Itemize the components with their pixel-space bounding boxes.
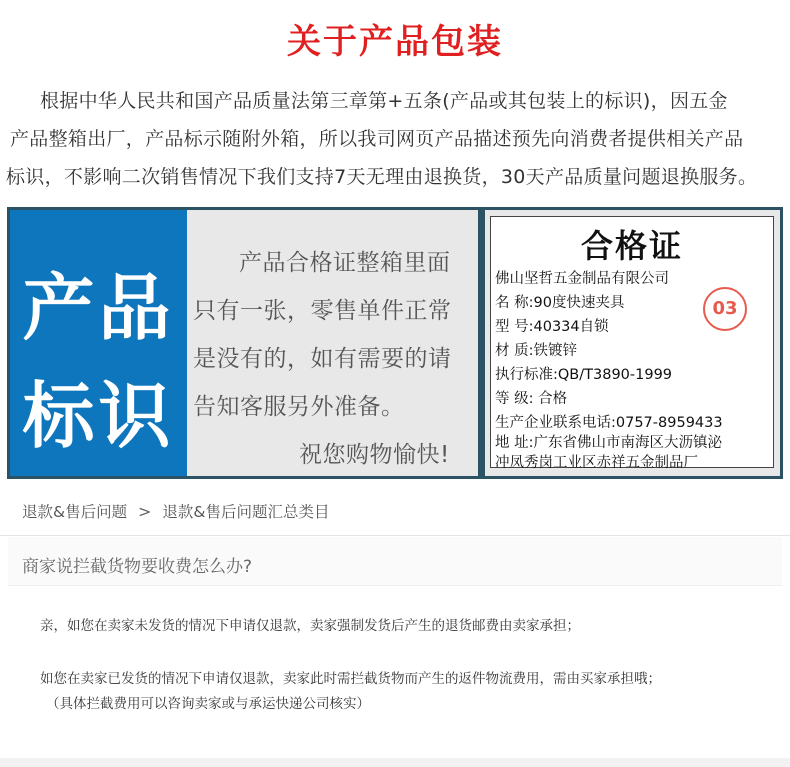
- intro-line-3: 标识，不影响二次销售情况下我们支持7天无理由退换货，30天产品质量问题退换服务。: [6, 166, 758, 188]
- notice-line: 产品合格证整箱里面: [239, 250, 451, 276]
- certificate-model: 型 号:40334自锁: [495, 319, 609, 335]
- intro-line-1: 根据中华人民共和国产品质量法第三章第+五条(产品或其包装上的标识)，因五金: [40, 90, 728, 112]
- notice-line: 是没有的，如有需要的请: [193, 346, 452, 372]
- certificate-grade: 等 级: 合格: [495, 391, 568, 407]
- notice-line: 祝您购物愉快!: [299, 442, 450, 468]
- certificate-address-1: 地 址:广东省佛山市南海区大沥镇泌: [495, 435, 722, 451]
- notice-line: 告知客服另外准备。: [193, 394, 405, 420]
- certificate-address-2: 冲凤秀岗工业区赤祥五金制品厂: [495, 455, 698, 471]
- certificate-company: 佛山坚哲五金制品有限公司: [495, 271, 669, 287]
- heading-line-2: 标识: [22, 374, 175, 458]
- certificate-standard: 执行标准:QB/T3890-1999: [495, 367, 673, 383]
- notice-block: [187, 210, 478, 476]
- divider: [8, 585, 782, 586]
- certificate-name: 名 称:90度快速夹具: [495, 295, 625, 311]
- certificate-phone: 生产企业联系电话:0757-8959433: [495, 415, 723, 431]
- notice-line: 只有一张，零售单件正常: [193, 298, 452, 324]
- footer-strip: [0, 758, 790, 767]
- certificate-area: [485, 210, 780, 476]
- breadcrumb-item-refund[interactable]: 退款&售后问题: [22, 503, 128, 521]
- page-title: 关于产品包装: [287, 22, 503, 62]
- certificate-card: [490, 216, 774, 471]
- faq-answer-line: 如您在卖家已发货的情况下申请仅退款，卖家此时需拦截货物而产生的返件物流费用，需由买家承担哦；: [40, 671, 661, 687]
- intro-paragraph: [6, 82, 786, 196]
- faq-answer-line: 亲，如您在卖家未发货的情况下申请仅退款，卖家强制发货后产生的退货邮费由卖家承担；: [40, 618, 580, 634]
- certificate-title: 合格证: [580, 227, 683, 265]
- certificate-material: 材 质:铁镀锌: [495, 343, 577, 359]
- intro-line-2: 产品整箱出厂，产品标示随附外箱，所以我司网页产品描述预先向消费者提供相关产品: [10, 128, 744, 150]
- faq-answer-line: （具体拦截费用可以咨询卖家或与承运快递公司核实）: [46, 696, 370, 712]
- panel-divider: [478, 210, 485, 476]
- divider: [0, 535, 790, 536]
- breadcrumb: [22, 500, 329, 522]
- faq-question: 商家说拦截货物要收费怎么办?: [22, 557, 253, 577]
- heading-line-1: 产品: [22, 266, 175, 350]
- product-label-heading-block: [10, 210, 187, 476]
- breadcrumb-item-refund-summary[interactable]: 退款&售后问题汇总类目: [162, 503, 330, 521]
- product-label-panel: [7, 207, 783, 479]
- chevron-right-icon: >: [138, 501, 152, 521]
- inspection-seal-icon: 03: [703, 287, 747, 331]
